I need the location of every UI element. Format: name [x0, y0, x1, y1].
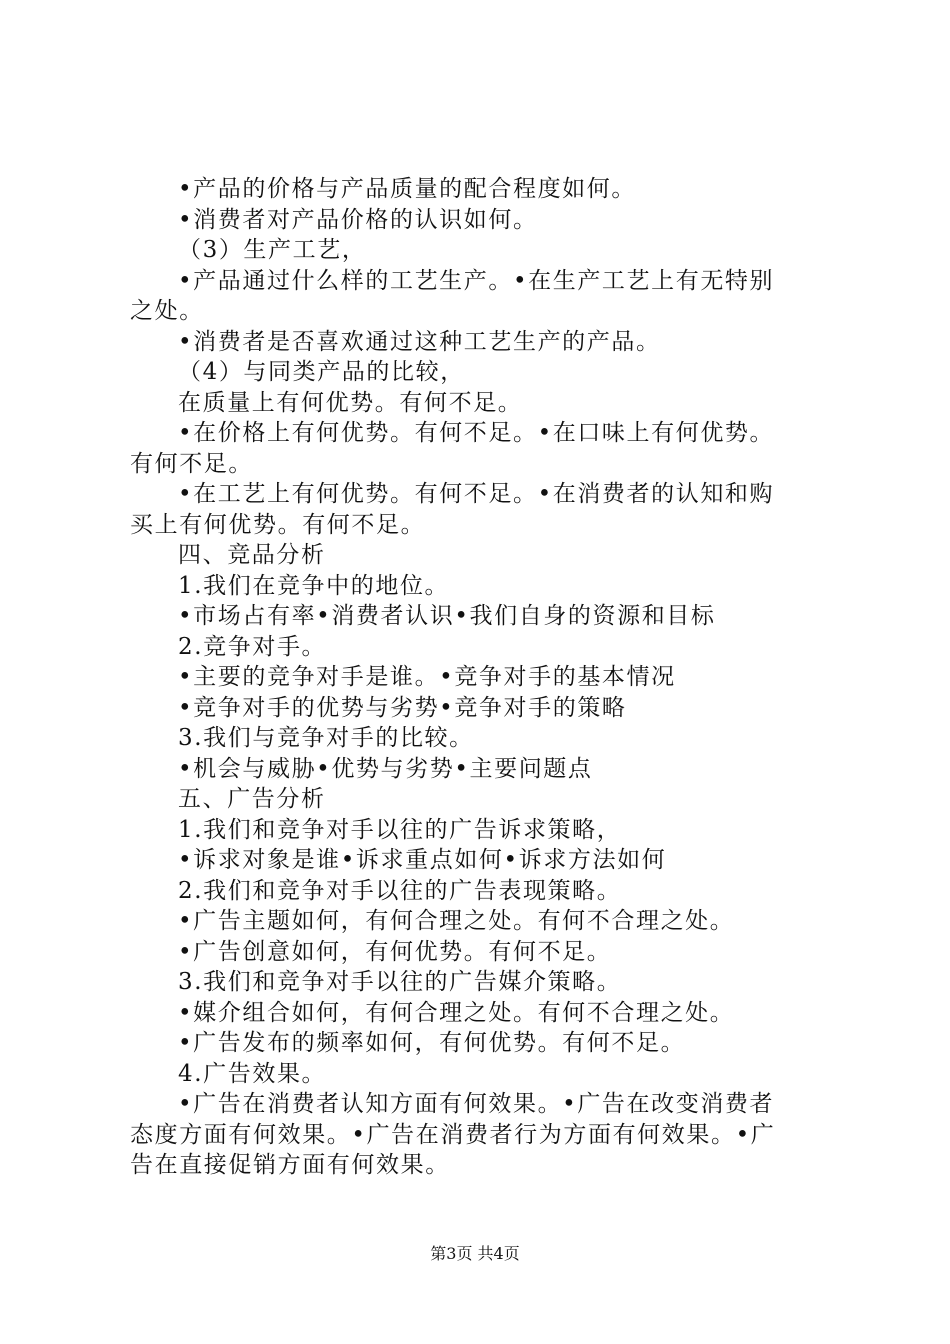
text-line: 之处。 [130, 298, 204, 324]
text-line: •广告主题如何，有何合理之处。有何不合理之处。 [178, 908, 735, 934]
text-line: •广告发布的频率如何，有何优势。有何不足。 [178, 1030, 686, 1056]
text-line: 1.我们和竞争对手以往的广告诉求策略， [178, 816, 622, 843]
text-line: •市场占有率•消费者认识•我们自身的资源和目标 [178, 603, 716, 629]
text-line: 2.竞争对手。 [178, 633, 327, 660]
text-line: •机会与威胁•优势与劣势•主要问题点 [178, 755, 593, 782]
text-line: （3）生产工艺， [178, 237, 367, 263]
text-line: 有何不足。 [130, 450, 253, 477]
text-line: （4）与同类产品的比较， [178, 359, 465, 385]
document-body [130, 174, 834, 1181]
text-line: •消费者对产品价格的认识如何。 [178, 206, 538, 233]
page-footer: 第3页 共4页 [430, 1244, 520, 1263]
text-line: 2.我们和竞争对手以往的广告表现策略。 [178, 877, 622, 904]
text-line: 4.广告效果。 [178, 1060, 327, 1087]
text-line: •消费者是否喜欢通过这种工艺生产的产品。 [178, 328, 661, 355]
text-line: •诉求对象是谁•诉求重点如何•诉求方法如何 [178, 847, 667, 873]
text-line: •在价格上有何优势。有何不足。•在口味上有何优势。 [178, 420, 775, 446]
text-line: 3.我们与竞争对手的比较。 [178, 725, 474, 751]
text-line: 态度方面有何效果。•广告在消费者行为方面有何效果。•广 [130, 1121, 776, 1148]
text-line: 在质量上有何优势。有何不足。 [178, 389, 523, 416]
text-line: •在工艺上有何优势。有何不足。•在消费者的认知和购 [178, 481, 775, 507]
text-line: 买上有何优势。有何不足。 [130, 511, 426, 538]
text-line: •产品的价格与产品质量的配合程度如何。 [178, 176, 636, 202]
text-line: 1.我们在竞争中的地位。 [178, 572, 450, 599]
text-line: •媒介组合如何，有何合理之处。有何不合理之处。 [178, 999, 735, 1026]
text-line: •广告创意如何，有何优势。有何不足。 [178, 938, 612, 965]
text-line: 告在直接促销方面有何效果。 [130, 1152, 450, 1178]
text-line: •主要的竞争对手是谁。•竞争对手的基本情况 [178, 664, 676, 690]
text-line: •产品通过什么样的工艺生产。•在生产工艺上有无特别 [178, 267, 775, 294]
text-line: 五、广告分析 [178, 786, 326, 812]
text-line: 3.我们和竞争对手以往的广告媒介策略。 [178, 969, 622, 995]
text-line: •广告在消费者认知方面有何效果。•广告在改变消费者 [178, 1091, 775, 1117]
text-line: •竞争对手的优势与劣势•竞争对手的策略 [178, 694, 627, 721]
text-line: 四、竞品分析 [178, 542, 326, 568]
